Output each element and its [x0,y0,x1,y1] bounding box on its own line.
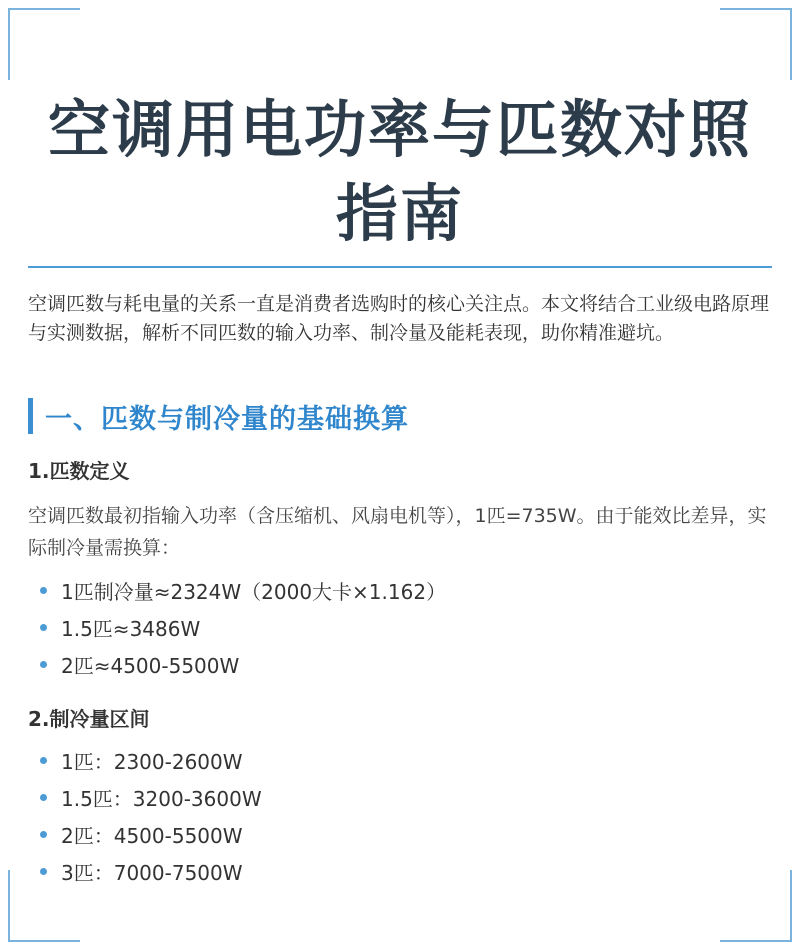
title-divider [28,266,772,268]
list-item [40,742,262,779]
section-heading-bar [28,398,33,434]
bullet-icon [40,624,47,631]
bullet-icon [40,757,47,764]
list-item-text: 1匹：2300-2600W [61,750,243,774]
list-item-text: 3匹：7000-7500W [61,861,243,885]
section-heading [28,396,409,436]
intro-paragraph: 空调匹数与耗电量的关系一直是消费者选购时的核心关注点。本文将结合工业级电路原理与实测数据，解析不同匹数的输入功率、制冷量及能耗表现，助你精准避坑。 [28,293,770,344]
bullet-icon [40,868,47,875]
list-item [40,779,262,816]
list-item-text: 2匹：4500-5500W [61,824,243,848]
frame-corner-top-right [720,8,792,80]
list-item-text: 1.5匹≈3486W [61,617,201,641]
list-item-text: 2匹≈4500-5500W [61,654,240,678]
bullet-icon [40,794,47,801]
list-item [40,572,446,609]
subheading-definition: 1.匹数定义 [28,459,130,483]
frame-corner-bottom-right [720,870,792,942]
list-item [40,609,446,646]
frame-corner-top-left [8,8,80,80]
bullet-icon [40,661,47,668]
subheading-range: 2.制冷量区间 [28,707,150,731]
list-item [40,853,262,890]
section-heading-text: 一、匹数与制冷量的基础换算 [45,403,409,435]
bullet-icon [40,831,47,838]
list-item [40,816,262,853]
page-title: 空调用电功率与匹数对照指南 [47,93,752,250]
list-item-text: 1匹制冷量≈2324W（2000大卡×1.162） [61,580,447,604]
conversion-list [40,572,446,683]
definition-paragraph: 空调匹数最初指输入功率（含压缩机、风扇电机等），1匹=735W。由于能效比差异，实际制冷量需换算： [28,505,767,559]
range-list [40,742,262,890]
bullet-icon [40,587,47,594]
list-item [40,646,446,683]
list-item-text: 1.5匹：3200-3600W [61,787,262,811]
